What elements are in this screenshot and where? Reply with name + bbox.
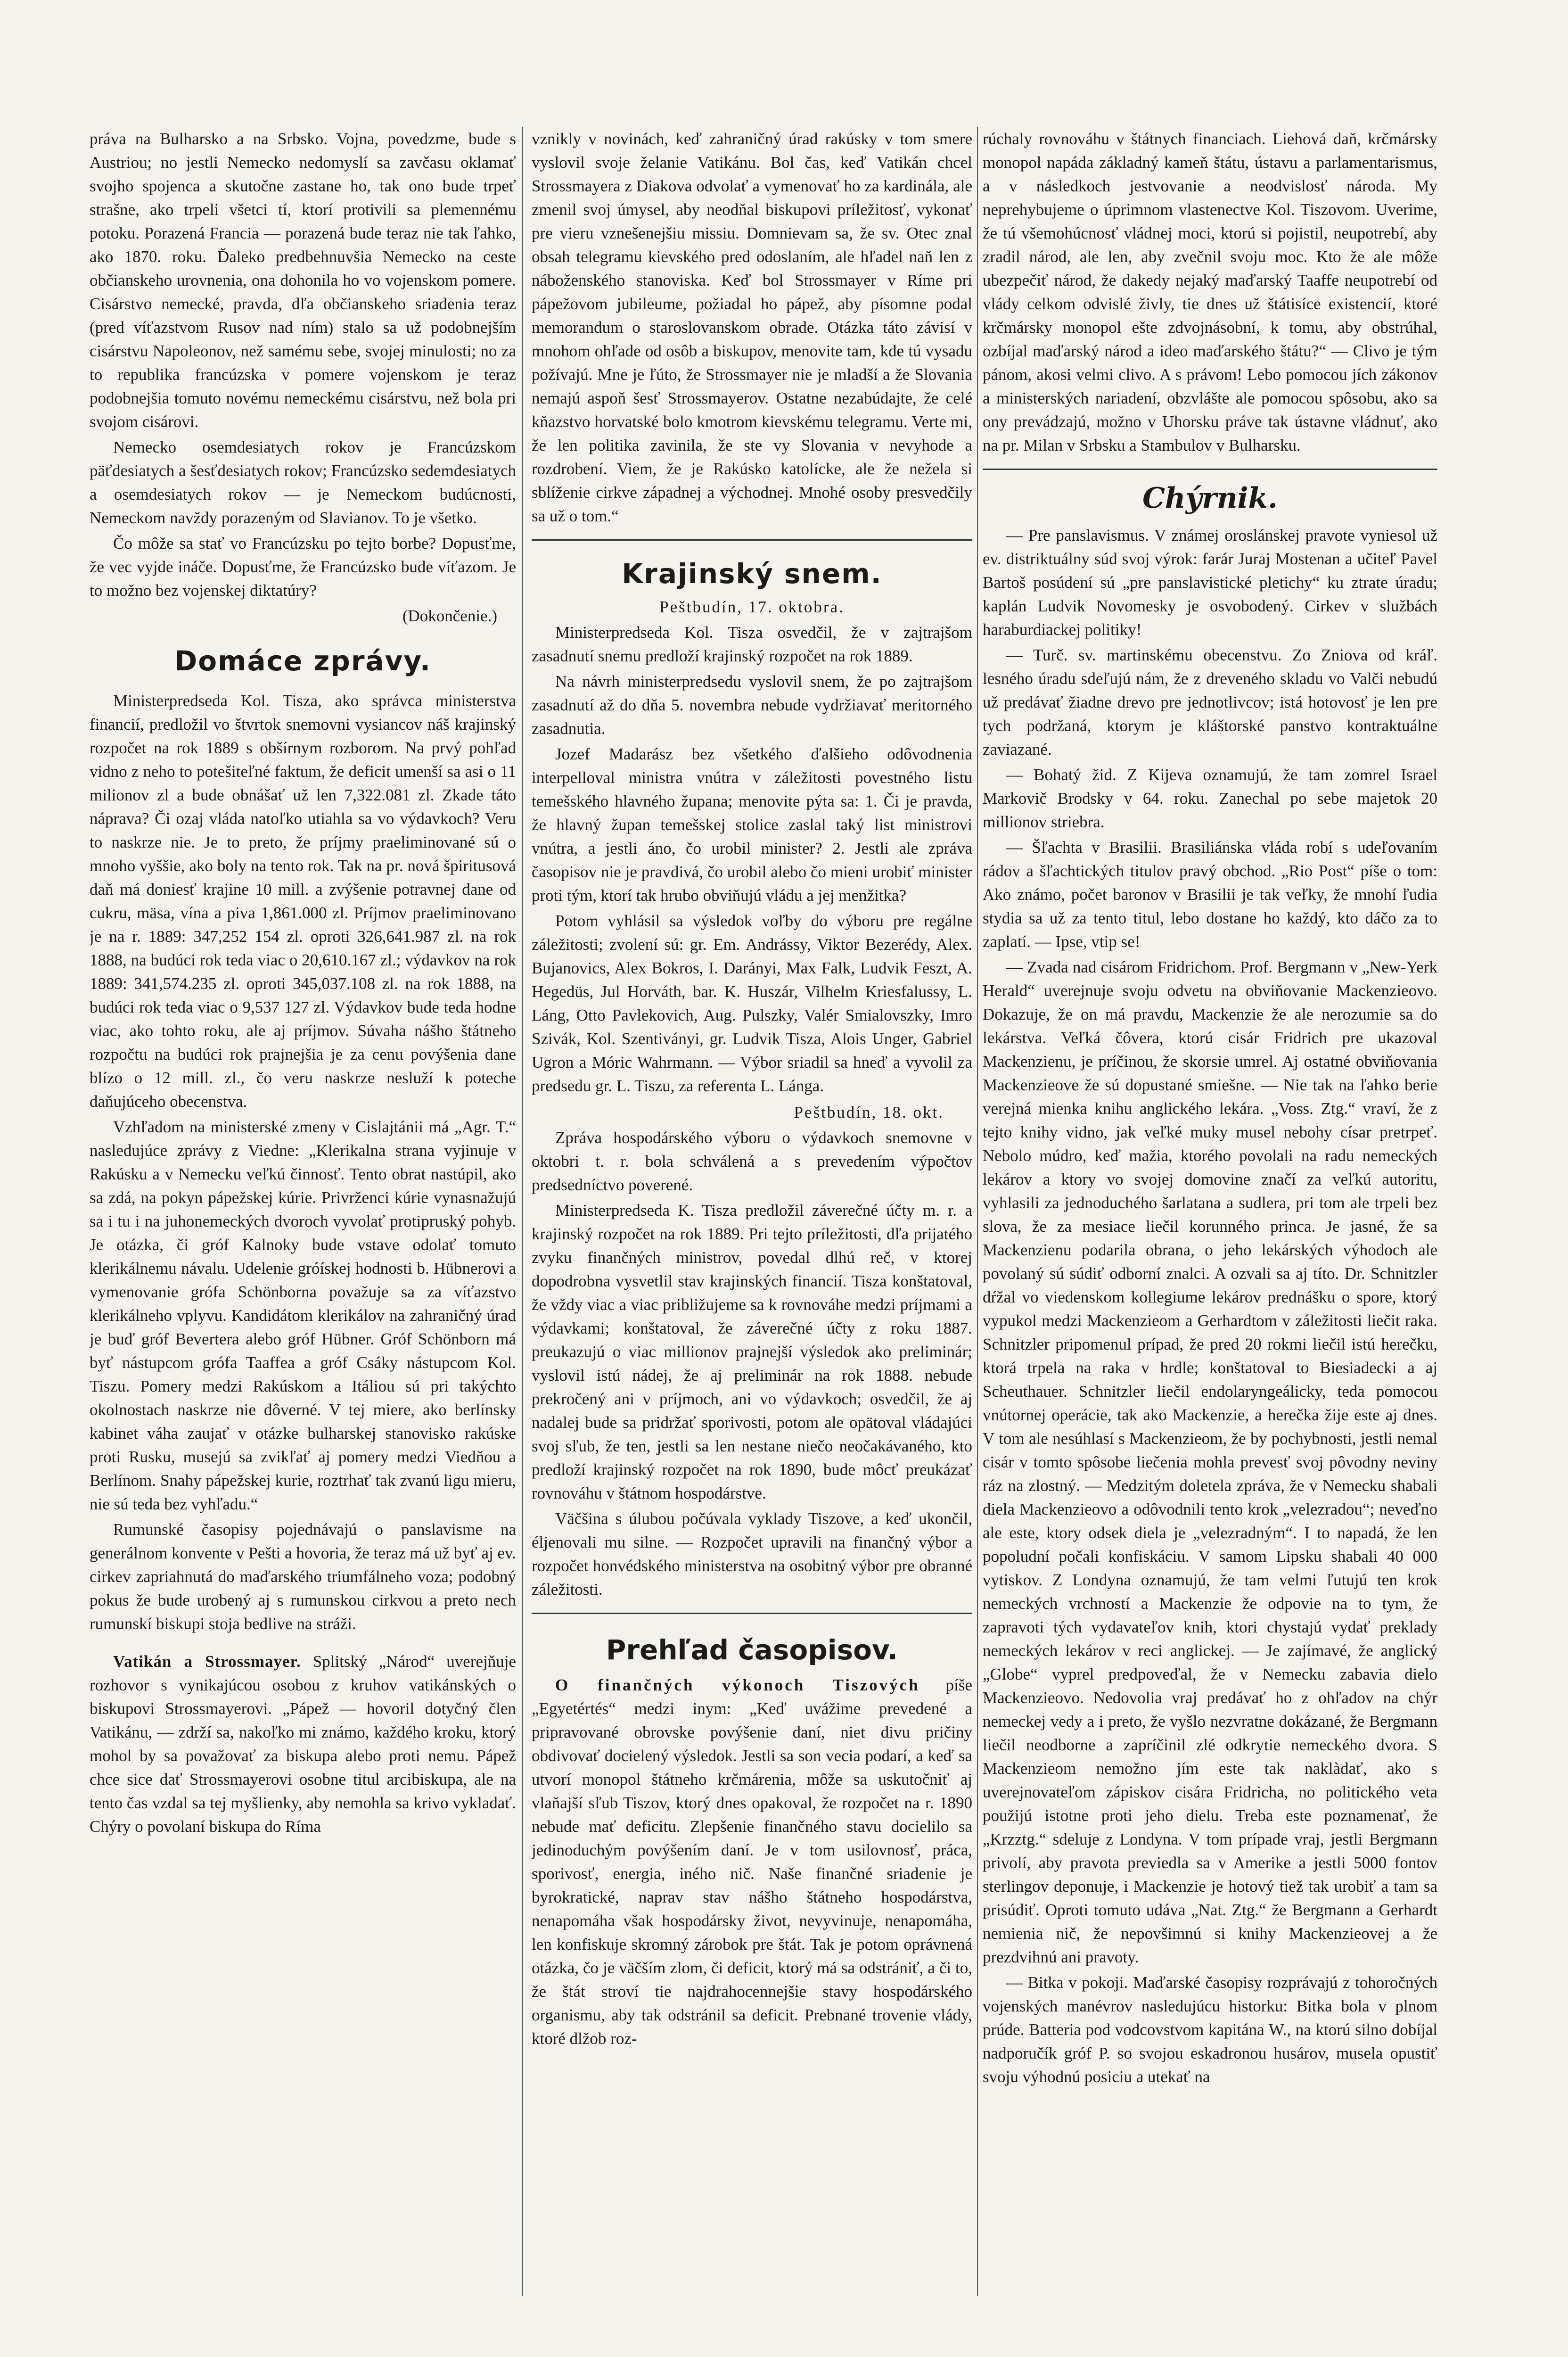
section-heading-prehlad-casopisov: Prehľad časopisov. <box>606 1634 898 1666</box>
article-paragraph: Nemecko osemdesiatych rokov je Francúzskom päťdesiatych a šesťdesiatych rokov; Francúzsko sedemdesiatych a osemdesiatych rokov — je Nemeckom budúcnosti, Nemeckom navždy porazeným od Slavianov. To je všetko. <box>90 438 516 527</box>
article-text: píše „Egyetértés“ medzi inym: „Keď uvážime prevedené a pripravované obrovske povýšenie daní, niet divu pričiny obdivovať docielený výsledok. Jestli sa son vecia podarí, a keď sa utvorí monopol štátneho krčmárenia, môže sa uskutočniť aj vlaňajší sľub Tiszov, ktorý dnes opakoval, že rozpočet na r. 1890 nebude mať deficitu. Zlepšenie finančného stavu docielilo sa jedinoduchým povýšením daní. Je v tom usilovnosť, práca, sporivosť, energia, iného nič. Naše finančné sriadenie je byrokratické, naprav stav nášho štátneho hospodárstva, nenapomáha však hospodársky život, nevyvinuje, nenapomáha, len konfiskuje skromný zárobok pre štát. Tak je potom oprávnená otázka, čo je väčším zlom, či deficit, ktorý má sa odstrániť, a či to, že štát stroví tie najdrahocennejšie stavy hospodárského organismu, aby tak odstránil sa deficit. Prebnané trovenie vlády, ktoré dlžob roz- <box>532 1676 972 2048</box>
section-heading-chyrnik: Chýrnik. <box>1142 482 1278 515</box>
column-1 <box>90 127 516 2357</box>
section-heading-krajinsky-snem: Krajinský snem. <box>622 558 882 590</box>
article-text: Splitský „Národ“ uverejňuje rozhovor s vynikajúcou osobou z kruhov vatikánských o biskupovi Strossmayerovi. „Pápež — hovoril dotyčný člen Vatikánu, — zdrží sa, nakoľko mi známo, každého kroku, ktorý mohol by sa považovať za biskupa alebo proti nemu. Pápež chce sice dať Strossmayerovi osobne titul arcibiskupa, ale na tento čas vzdal sa tej myšlienky, aby nemohla sa krivo vykladať. Chýry o povolaní biskupa do Ríma <box>90 1652 516 1836</box>
article-paragraph: Ministerpredseda Kol. Tisza osvedčil, že v zajtrajšom zasadnutí snemu predloží krajinský rozpočet na rok 1889. <box>532 623 972 665</box>
article-paragraph: Ministerpredseda K. Tisza predložil záverečné účty m. r. a krajinský rozpočet na rok 1889. Pri tejto príležitosti, dľa prijatého zvyku finančných ministrov, povedal dlhú reč, v ktorej dopodrobna vysvetlil stav krajinských financií. Tisza konštatoval, že vždy viac a viac približujeme sa k rovnováhe medzi príjmami a výdavkami; konštatoval, že záverečné účty z roku 1887. preukazujú o viac millionov prajnejší výsledok ako preliminár; vyslovil istú nádej, že aj preliminár na rok 1888. nebude prekročený ani v príjmoch, ani vo výdavkoch; osvedčil, že aj nadalej bude sa pridržať sporivosti, potom ale opätoval vládajúci svoj sľub, že ten, jestli sa len nestane niečo neočakávaného, kto predloží krajinský rozpočet na rok 1890, bude môcť preukázať rovnováhu v štátnom hospodárstve. <box>532 1201 972 1502</box>
dateline: Peštbudín, 17. oktobra. <box>659 598 845 616</box>
section-heading-domace: Domáce zprávy. <box>174 645 431 677</box>
column-rule <box>522 127 523 2296</box>
article-paragraph: práva na Bulharsko a na Srbsko. Vojna, povedzme, bude s Austriou; no jestli Nemecko nedomyslí sa zavčasu oklamať svojho spojenca a skutočne zastane ho, tak ono bude trpeť strašne, ako trpeli všetci tí, ktorí protivili sa plemennému potoku. Porazená Francia — porazená bude teraz nie tak ľahko, ako 1870. roku. Ďaleko predbehnuvšia Nemecko na ceste občianskeho urovnenia, ona dohonila ho vo vojenskom pomere. Cisárstvo nemecké, pravda, dľa občianskeho sriadenia teraz (pred víťazstvom Rusov nad ním) stalo sa už podobnejším cisárstvu Napoleonov, než samému sebe, svojej minulosti; no za to republika francúzska v pomere vojenskom je teraz podobnejšia tomuto novému nemeckému cisárstvu, než bola pri svojom cisárovi. <box>90 130 516 431</box>
divider <box>983 469 1437 470</box>
article-paragraph: Čo môže sa stať vo Francúzsku po tejto borbe? Dopusťme, že vec vyjde ináče. Dopusťme, že Francúzsko bude víťazom. Je to možno bez vojenskej diktatúry? <box>90 534 516 600</box>
divider <box>532 1613 972 1614</box>
news-item: — Pre panslavismus. V známej oroslánskej pravote vyniesol už ev. distriktuálny súd svoj výrok: farár Juraj Mostenan a učiteľ Pavel Bartoš posúdení sú „pre panslavistické pletichy“ ku ztrate úradu; kaplán Ludvik Novomesky je osvobodený. Cirkev v službách haraburdiackej politiky! <box>983 526 1437 639</box>
article-paragraph <box>532 1673 972 2051</box>
news-item: — Bohatý žid. Z Kijeva oznamujú, že tam zomrel Israel Markovič Brodsky v 64. roku. Zanechal po sebe majetok 20 millionov striebra. <box>983 766 1437 831</box>
column-2 <box>532 127 972 2357</box>
news-item: — Bitka v pokoji. Maďarské časopisy rozprávajú z tohoročných vojenských manévrov nasledujúcu historku: Bitka bola v plnom prúde. Batteria pod vodcovstvom kapitána W., na ktorú silno dobíjal nadporučík gróf P. so svojou eskadronou husárov, musela opustiť svoju výhodnú posiciu a utekať na <box>983 1973 1437 2086</box>
article-paragraph: Ministerpredseda Kol. Tisza, ako správca ministerstva financií, predložil vo štvrtok snemovni vysiancov náš krajinský rozpočet na rok 1889 s obšírnym rozborom. Na prvý pohľad vidno z neho to potešiteľné faktum, že deficit umenší sa asi o 11 milionov zl a bude obnášať už len 7,322.081 zl. Zkade táto náprava? Či ozaj vláda natoľko utiahla sa vo výdavkoch? Veru to naskrze nie. Je to preto, že príjmy praeliminované sú o mnoho vyššie, ako boly na tento rok. Tak na pr. nová špiritusová daň má doniesť krajine 10 mill. a zvýšenie potravnej dane od cukru, mäsa, vína a piva 1,861.000 zl. Príjmov praeliminovano je na r. 1889: 347,252 154 zl. oproti 326,641.987 zl. na rok 1888, na budúci rok teda viac o 20,610.167 zl.; výdavkov na rok 1889: 341,574.235 zl. oproti 345,037.108 zl. na rok 1888, na budúci rok teda viac o 9,537 127 zl. Výdavkov bude teda hodne viac, ako tohto roku, ale aj príjmov. Súvaha nášho štátneho rozpočtu na budúci rok prajnejšia je za cenu povýšenia dane blízo o 12 mill. zl., čo veru naskrze nesluží k poteche daňujúceho obecenstva. <box>90 692 516 1111</box>
news-item: — Turč. sv. martinskému obecenstvu. Zo Zniova od kráľ. lesného úradu sdeľujú nám, že z dreveného skladu vo Valči nebudú už predávať žiadne drevo pre jednotlivcov; istá hotovosť je len pre tych podržaná, ktorym je kláštorské panstvo kontraktuálne zaviazané. <box>983 646 1437 758</box>
article-paragraph <box>90 1650 516 1838</box>
article-paragraph: vznikly v novinách, keď zahraničný úrad rakúsky v tom smere vyslovil svoje želanie Vatikánu. Bol čas, keď Vatikán chcel Strossmayera z Diakova odvolať a vymenovať ho za kardinála, ale zmenil svoj úmysel, aby neodňal biskupovi príležitosť, vykonať pre vieru vznešenejšiu missiu. Domnievam sa, že sv. Otec znal obsah telegramu kievského pred odoslaním, ale hľadel naň len z náboženského stanoviska. Keď bol Strossmayer v Ríme pri pápežovom jubileume, požiadal ho pápež, aby písomne podal memorandum o staroslovanskom obrade. Otázka táto závisí v mnohom ohľade od osôb a biskupov, menovite tam, kde tú vysadu požívajú. Mne je ľúto, že Strossmayer nie je mladší a že Slovania nemajú aspoň šesť Strossmayerov. Ostatne nezabúdajte, že celé kňazstvo horvatské bolo kmotrom kievskému telegramu. Verte mi, že len politika zavinila, že ste vy Slovania v nevyhode a rozdrobení. Viem, že je Rakúsko katolícke, ale že nežela si sblíženie cirkve západnej a východnej. Mnohé osoby presvedčily sa už o tom.“ <box>532 130 972 525</box>
column-3 <box>983 127 1437 2357</box>
article-paragraph: Väčšina s úlubou počúvala vyklady Tiszove, a keď ukončil, éljenovali mu silne. — Rozpočet upravili na finančný výbor a rozpočet honvédského ministerstva na osobitný výbor pre obranné záležitosti. <box>532 1509 972 1599</box>
article-paragraph: Jozef Madarász bez všetkého ďalšieho odôvodnenia interpelloval ministra vnútra v záležitosti povestného listu temešského hlavného župana; menovite pýta sa: 1. Či je pravda, že hlavný župan temešskej stolice zaslal taký list ministrovi vnútra, a jestli áno, čo urobil minister? 2. Jestli ale zpráva časopisov nie je pravdivá, čo urobil alebo čo mieni urobiť minister proti tým, ktorí tak hrubo obviňujú vládu a jej menžitka? <box>532 745 972 905</box>
news-item: — Zvada nad cisárom Fridrichom. Prof. Bergmann v „New-Yerk Herald“ uverejnuje svoju odvetu na obviňovanie Mackenzieovo. Dokazuje, že on má pravdu, Mackenzie že ale nerozumie sa do lekárstva. Veľká čôvera, ktorú cisár Fridrich pre ukazoval Mackenzienu, je príčinou, že skorsie umrel. Aj ostatné obviňovania Mackenzieove že sú dopustané smiešne. — Nie tak na ľahko berie verejná mienka knihu anglického lekára. „Voss. Ztg.“ vraví, že z tejto knihy vidno, jak veľké muky musel nebohy císar pretrpeť. Nebolo múdro, keď mažia, ktorého povolali na radu nemeckých lekárov a ktory vo svojej domovine značí za veľkú autoritu, vyhlasili za jednoduchého šarlatana a sudlera, pri tom ale trpeli bez slova, že za mesiace liečil korunného princa. Je jasné, že sa Mackenzienu podarila obrana, o jeho lekárských výhodoch ale povolaný sú súdiť odborní znalci. A ozvali sa aj títo. Dr. Schnitzler dŕžal vo viedenskom kollegiume lekárov prednášku o spore, ktorý vypukol medzi Mackenzieom a Gerhardtom v záležitosti liečit raka. Schnitzler pripomenul prípad, že pred 20 rokmi liečil istú herečku, ktorá trpela na raka v hrdle; konštatoval to Biesiadecki a aj Scheuthauer. Schnitzler liečil endolaryngeálicky, teda pomocou vnútornej operácie, tak ako Mackenzie, a herečka žije este aj dnes. V tom ale nesúhlasí s Mackenzieom, že by pochybnosti, jestli nemal cisár v tomto spôsobe liečenia mohla prevesť svoj pôvodny neviny ráz na zlostný. — Medzitým doletela zpráva, že v Nemecku shabali diela Mackenzieovo a odôvodnili tento krok „velezradou“; neveďno ale este, ktory odsek diela je „velezradným“. I to napadá, že len popoludní počali konfiskáciu. V samom Lipsku shabali 40 000 vytiskov. Z Londyna oznamujú, že tam velmi ľutujú ten krok nemeckých vrchností a Mackenzie že odpovie na to tym, že zapravoti tých vydavateľov knih, ktori chystajú vydať preklady nemeckých lekárov v reci anglickej. — Je zajímavé, že anglický „Globe“ vyprel predpoveďal, že v Nemecku zabavia dielo Mackenzieovo. Nedovolia vraj predávať ho z ohľadov na chýr nemeckej vedy a i preto, že vyšlo nezvratne dokázané, že Bergmann liečil neodborne a zapríčinil zlé odkrytie nemeckého dvora. S Mackenzieom nemožno jím este tak naklàdať, ako s uverejnovateľom zápiskov cisára Fridricha, no politického veta použijú istotne proti jeho dielu. Treba este poznamenať, že „Krzztg.“ sdeluje z Londyna. V tom prípade vraj, jestli Bergmann privolí, aby pravota previedla sa v Amerike a jestli 5000 fontov sterlingov deponuje, i Mackenzie je hotový tiež tak urobiť a tam sa prisúdiť. Oproti tomuto udáva „Nat. Ztg.“ že Bergmann a Gerhardt nemienia nič, že nepovšimnú si knihy Mackenzieovej a že prezdvihnú ani pravoty. <box>983 958 1437 1966</box>
article-title: Vatikán a Strossmayer. <box>113 1652 301 1671</box>
news-item: — Šľachta v Brasilii. Brasiliánska vláda robí s udeľovaním rádov a šľachtických titulov pravý obchod. „Rio Post“ píše o tom: Ako známo, počet baronov v Brasilii je tak veľky, že mnohí ľudia stydia sa už za tento titul, lebo dostane ho každý, kto dáčo za to zaplatí. — Ipse, vtip se! <box>983 838 1437 951</box>
continuation-note: (Dokončenie.) <box>402 607 497 625</box>
article-paragraph: Na návrh ministerpredsedu vyslovil snem, že po zajtrajšom zasadnutí až do dňa 5. novembra nebude vydržiavať meritorného zasadnutia. <box>532 672 972 738</box>
article-paragraph: Potom vyhlásil sa výsledok voľby do výboru pre regálne záležitosti; zvolení sú: gr. Em. Andrássy, Viktor Bezerédy, Alex. Bujanovics, Alex Bokros, I. Darányi, Max Falk, Ludvik Feszt, A. Hegedüs, Jul Horváth, bar. K. Huszár, Vilhelm Kriesfalussy, L. Láng, Otto Pavlekovich, Aug. Pulszky, Valér Smialovszky, Imro Szivák, Kol. Szentiványi, gr. Ludvik Tisza, Alois Unger, Gabriel Ugron a Móric Wahrmann. — Výbor sriadil sa hneď a vyvolil za predsedu gr. L. Tiszu, za referenta L. Lánga. <box>532 912 972 1095</box>
article-subheading: O finančných výkonoch Tiszových <box>555 1676 920 1694</box>
dateline: Peštbudín, 18. okt. <box>794 1103 944 1121</box>
article-paragraph: Zpráva hospodárského výboru o výdavkoch snemovne v oktobri t. r. bola schválená a s prevedením výpočtov predsedníctvo poverené. <box>532 1129 972 1194</box>
divider <box>532 539 972 541</box>
article-paragraph: Vzhľadom na ministerské zmeny v Cislajtánii má „Agr. T.“ nasledujúce zprávy z Viedne: „Klerikalna strana vyjinuje v Rakúsku a v Nemecku veľkú činnosť. Tento obrat nastúpil, ako sa zdá, na pokyn pápežskej kúrie. Privrženci kúrie vynasnažujú sa i tu i na juhonemeckých dvoroch vyvolať protipruský pohyb. Je otázka, či gróf Kalnoky bude vstave odolať tomuto klerikálnemu návalu. Udelenie gróískej hodnosti b. Hübnerovi a vymenovanie grófa Schönborna považuje sa za víťazstvo klerikálneho vplyvu. Kandidátom klerikálov na zahraničný úrad je buď gróf Bevertera alebo gróf Hübner. Gróf Schönborn má byť nástupcom grófa Taaffea a gróf Csáky nástupcom Kol. Tiszu. Pomery medzi Rakúskom a Itáliou sú pri takýchto okolnostach naskrze nie dôverné. V tej miere, ako berlínsky kabinet váha zaujať v otázke bulharskej stanovisko rakúske proti Rusku, musejú sa zvikľať aj pomery medzi Viedňou a Berlínom. Snahy pápežskej kurie, roztrhať tak zvanú ligu mieru, nie sú teda bez vyhľadu.“ <box>90 1118 516 1513</box>
column-rule <box>977 127 978 2296</box>
article-paragraph: Rumunské časopisy pojednávajú o panslavisme na generálnom konvente v Pešti a hovoria, že teraz má už byť aj ev. cirkev zapriahnutá do maďarského triumfálneho voza; podobný pokus že bude urobený aj s rumunskou cirkvou a preto nech rumunskí biskupi stoja bedlive na stráži. <box>90 1520 516 1633</box>
article-paragraph: rúchaly rovnováhu v štátnych financiach. Liehová daň, krčmársky monopol napáda základný kameň štátu, ústavu a parlamentarismus, a v následkoch jestvovanie a neodvislosť národa. My neprehybujeme o úprimnom vlastenectve Kol. Tiszovom. Uverime, že tú všemohúcnosť vládnej moci, ktorú si pojistil, neupotrebí, aby zradil národ, ale len, aby zvečnil svoju moc. Kto že ale môže ubezpečiť národ, že dakedy nejaký maďarský Taaffe neupotrebí od vlády celkom odvislé živly, tie dnes už štátisíce existencií, ktoré krčmársky monopol ešte zdvojnásobní, k tomu, aby obstrúhal, ozbíjal maďarský národ a ideo maďarského štátu?“ — Clivo je tým pánom, akosi velmi clivo. A s právom! Lebo pomocou jích zákonov a ministerských nariadení, obzvlášte ale pomocou spôsobu, ako sa ony prevádzajú, možno v Uhorsku práve tak ústavne vládnuť, ako na pr. Milan v Srbsku a Stambulov v Bulharsku. <box>983 130 1437 454</box>
